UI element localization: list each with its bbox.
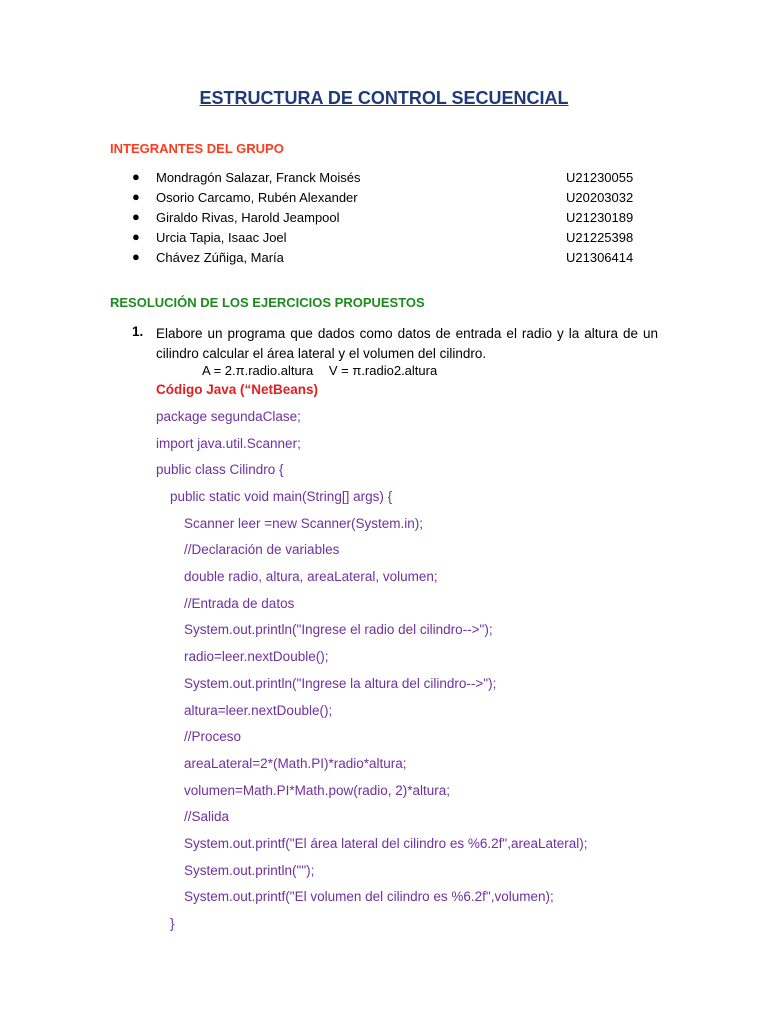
bullet-icon: ●	[132, 209, 140, 224]
bullet-icon: ●	[132, 249, 140, 264]
code-line: double radio, altura, areaLateral, volumen;	[184, 569, 438, 584]
formulas	[202, 363, 449, 378]
code-line: package segundaClase;	[156, 409, 301, 424]
code-comment: //Proceso	[184, 729, 242, 744]
bullet-icon: ●	[132, 189, 140, 204]
code-line: radio=leer.nextDouble();	[184, 649, 329, 664]
member-name: Osorio Carcamo, Rubén Alexander	[156, 190, 358, 205]
code-line: import java.util.Scanner;	[156, 436, 301, 451]
exercise-statement: Elabore un programa que dados como datos de entrada el radio y la altura de un cilindro calcular el área lateral y el volumen del cilindro.	[156, 326, 658, 361]
code-line: }	[170, 916, 175, 931]
code-title: Código Java (“NetBeans)	[156, 382, 319, 397]
code-line: public static void main(String[] args) {	[170, 489, 393, 504]
code-comment: //Entrada de datos	[184, 596, 295, 611]
exercise-number: 1.	[132, 324, 144, 339]
member-row	[0, 210, 768, 230]
code-line: System.out.println("");	[184, 863, 315, 878]
code-comment: //Salida	[184, 809, 230, 824]
member-name: Giraldo Rivas, Harold Jeampool	[156, 210, 340, 225]
code-line: volumen=Math.PI*Math.pow(radio, 2)*altura;	[184, 783, 451, 798]
code-line: System.out.println("Ingrese la altura del cilindro-->");	[184, 676, 497, 691]
member-code: U20203032	[566, 190, 634, 205]
formula-area: A = 2.π.radio.altura	[202, 363, 314, 378]
code-line: altura=leer.nextDouble();	[184, 703, 333, 718]
resolution-heading: RESOLUCIÓN DE LOS EJERCICIOS PROPUESTOS	[110, 295, 425, 310]
code-line: areaLateral=2*(Math.PI)*radio*altura;	[184, 756, 407, 771]
code-comment: //Declaración de variables	[184, 542, 340, 557]
member-row	[0, 250, 768, 270]
bullet-icon: ●	[132, 169, 140, 184]
code-line: public class Cilindro {	[156, 462, 284, 477]
member-code: U21225398	[566, 230, 634, 245]
member-row	[0, 170, 768, 190]
member-name: Chávez Zúñiga, María	[156, 250, 284, 265]
bullet-icon: ●	[132, 229, 140, 244]
member-code: U21230055	[566, 170, 634, 185]
formula-volume: V = π.radio2.altura	[328, 363, 438, 378]
code-line: System.out.printf("El volumen del cilindro es %6.2f",volumen);	[184, 889, 554, 904]
code-line: System.out.println("Ingrese el radio del cilindro-->");	[184, 622, 493, 637]
members-heading: INTEGRANTES DEL GRUPO	[110, 141, 284, 156]
code-line: Scanner leer =new Scanner(System.in);	[184, 516, 423, 531]
member-code: U21230189	[566, 210, 634, 225]
member-name: Mondragón Salazar, Franck Moisés	[156, 170, 361, 185]
member-code: U21306414	[566, 250, 634, 265]
member-name: Urcia Tapia, Isaac Joel	[156, 230, 287, 245]
code-line: System.out.printf("El área lateral del cilindro es %6.2f",areaLateral);	[184, 836, 588, 851]
page-title: ESTRUCTURA DE CONTROL SECUENCIAL	[199, 88, 569, 108]
member-row	[0, 230, 768, 250]
member-row	[0, 190, 768, 210]
